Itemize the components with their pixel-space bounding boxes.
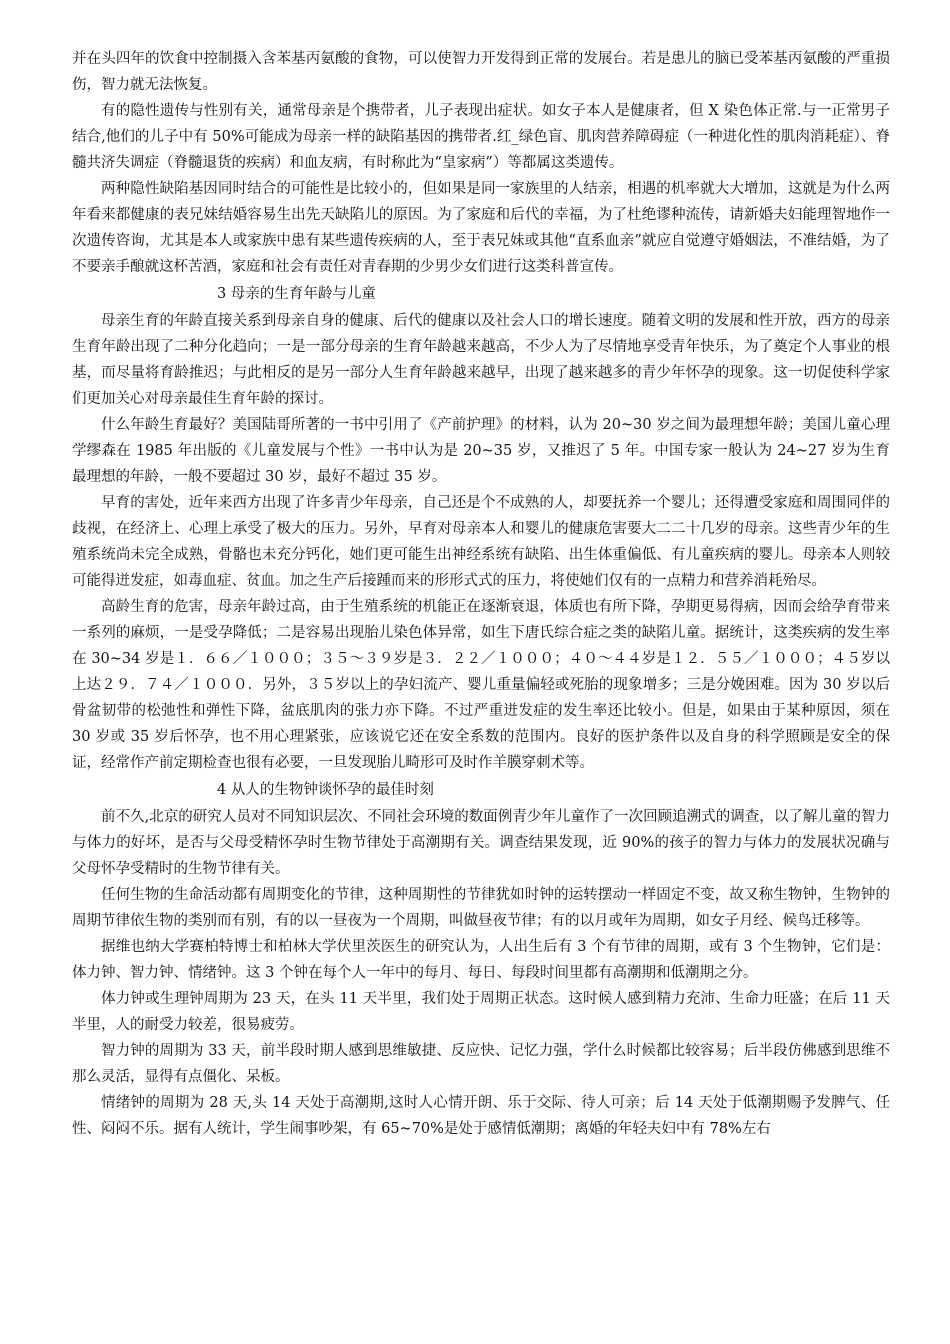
paragraph-physical-clock: 体力钟或生理钟周期为 23 天，在头 11 天半里，我们处于周期正状态。这时候人感到精力充沛、生命力旺盛；在后 11 天半里，人的耐受力较差，很易疲劳。 [72, 991, 890, 1033]
paragraph-maternal-age-intro: 母亲生育的年龄直接关系到母亲自身的健康、后代的健康以及社会人口的增长速度。随着文明的发展和性开放，西方的母亲生育年龄出现了二种分化趋向；一是一部分母亲的生育年龄越来越高，不少人为了尽情地享受青年快乐，为了奠定个人事业的根基，而尽量将育龄推迟；与此相反的是另一部分人生育年龄越来越早，出现了越来越多的青少年怀孕的现象。这一切促使科学家们更加关心对母亲最佳生育年龄的探讨。 [72, 313, 890, 407]
paragraph-beijing-study: 前不久,北京的研究人员对不同知识层次、不同社会环境的数面例青少年儿童作了一次回顾追溯式的调查，以了解儿童的智力与体力的好坏，是否与父母受精怀孕时生物节律处于高潮期有关。调查结果发现，近 90%的孩子的智力与体力的发展状况确与父母怀孕受精时的生物节律有关。 [72, 809, 890, 877]
paragraph-consanguineous-marriage: 两种隐性缺陷基因同时结合的可能性是比较小的，但如果是同一家族里的人结亲，相遇的机率就大大增加，这就是为什么两年看来都健康的表兄妹结婚容易生出先天缺陷儿的原因。为了家庭和后代的幸福，为了杜绝谬种流传，请新婚夫妇能理智地作一次遗传咨询，尤其是本人或家族中患有某些遗传疾病的人，至于表兄妹或其他“直系血亲”就应自觉遵守婚姻法，不准结婚，为了不要亲手酿就这杯苦酒，家庭和社会有责任对青春期的少男少女们进行这类科普宣传。 [72, 181, 890, 275]
paragraph-intellect-clock: 智力钟的周期为 33 天，前半段时期人感到思维敏捷、反应快、记忆力强，学什么时候都比较容易；后半段仿佛感到思维不那么灵活，显得有点僵化、呆板。 [72, 1043, 890, 1085]
paragraph-biological-rhythm: 任何生物的生命活动都有周期变化的节律，这种周期性的节律犹如时钟的运转摆动一样固定不变，故又称生物钟，生物钟的周期节律依生物的类别而有别，有的以一昼夜为一个周期，叫做昼夜节律；有的以月或年为周期，如女子月经、候鸟迁移等。 [72, 887, 890, 929]
paragraph-ideal-age: 什么年龄生育最好？美国陆哥所著的一书中引用了《产前护理》的材料，认为 20~30 岁之间为最理想年龄；美国儿童心理学缪森在 1985 年出版的《儿童发展与个性》一书中认为是 20~35 岁，又推迟了 5 年。中国专家一般认为 24~27 岁为生育最理想的年龄，一般不要超过 30 岁，最好不超过 35 岁。 [72, 417, 890, 485]
document-page [72, 46, 890, 1142]
section-heading-maternal-age: 3 母亲的生育年龄与儿童 [217, 286, 376, 302]
paragraph-late-birth-harm: 高龄生育的危害，母亲年龄过高，由于生殖系统的机能正在逐渐衰退，体质也有所下降，孕期更易得病，因而会给孕育带来一系列的麻烦，一是受孕降低；二是容易出现胎儿染色体异常，如生下唐氏综合症之类的缺陷儿童。据统计，这类疾病的发生率在 30~34 岁是１．６６／１０００；３５～３９岁是３．２２／１０００；４０～４４岁是１２．５５／１０００；４５岁以上达２９．７４／１０００．另外，３５岁以上的孕妇流产、婴儿重量偏轻或死胎的现象增多；三是分娩困难。因为 30 岁以后骨盆韧带的松弛性和弹性下降，盆底肌肉的张力亦下降。不过严重迸发症的发生率还比较小。但是，如果由于某种原因，须在 30 岁或 35 岁后怀孕，也不用心理紧张，应该说它还在安全系数的范围内。良好的医护条件以及自身的科学照顾是安全的保证，经常作产前定期检查也很有必要，一旦发现胎儿畸形可及时作羊膜穿刺术等。 [72, 599, 890, 771]
paragraph-early-birth-harm: 早育的害处，近年来西方出现了许多青少年母亲，自己还是个不成熟的人，却要抚养一个婴儿；还得遭受家庭和周围同伴的歧视，在经济上、心理上承受了极大的压力。另外，早育对母亲本人和婴儿的健康危害要大二二十几岁的母亲。这些青少年的生殖系统尚未完全成熟，骨骼也未充分钙化，她们更可能生出神经系统有缺陷、出生体重偏低、有儿童疾病的婴儿。母亲本人则较可能得迸发症，如毒血症、贫血。加之生产后接踵而来的形形式式的压力，将使她们仅有的一点精力和营养消耗殆尽。 [72, 495, 890, 589]
paragraph-pku-treatment: 并在头四年的饮食中控制摄入含苯基丙氨酸的食物，可以使智力开发得到正常的发展台。若是患儿的脑已受苯基丙氨酸的严重损伤，智力就无法恢复。 [72, 51, 890, 93]
paragraph-sex-linked-inheritance: 有的隐性遗传与性别有关，通常母亲是个携带者，儿子表现出症状。如女子本人是健康者，但 X 染色体正常.与一正常男子结合,他们的儿子中有 50%可能成为母亲一样的缺陷基因的携带者.红_绿色盲、肌肉营养障碍症（一种进化性的肌肉消耗症）、脊髓共济失调症（脊髓退货的疾病）和血友病，有时称此为“皇家病”）等都属这类遗传。 [72, 103, 890, 171]
paragraph-emotion-clock: 情绪钟的周期为 28 天,头 14 天处于高潮期,这时人心情开朗、乐于交际、待人可亲；后 14 天处于低潮期赐予发脾气、任性、闷闷不乐。据有人统计，学生闹事吵架，有 65~70%是处于感情低潮期；离婚的年轻夫妇中有 78%左右 [72, 1095, 890, 1137]
paragraph-three-clocks: 据维也纳大学赛柏特博士和柏林大学伏里茨医生的研究认为，人出生后有 3 个有节律的周期，或有 3 个生物钟，它们是：体力钟、智力钟、情绪钟。这 3 个钟在每个人一年中的每月、每日、每段时间里都有高潮期和低潮期之分。 [72, 939, 890, 981]
section-heading-biological-clock: 4 从人的生物钟谈怀孕的最佳时刻 [217, 782, 434, 798]
